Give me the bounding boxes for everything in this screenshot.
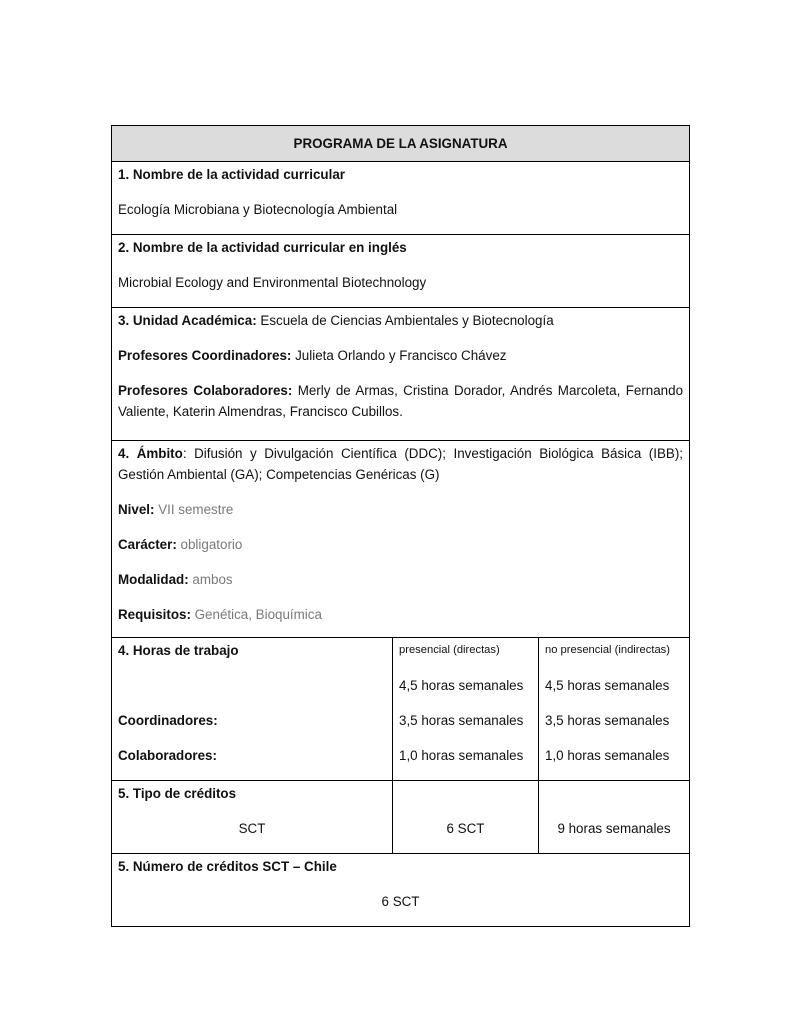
work-hours-row-label: Colaboradores: (118, 748, 217, 763)
work-hours-direct-cell (393, 638, 539, 781)
section-course-name (112, 162, 690, 235)
credit-amount-cell (393, 781, 539, 854)
credit-number-value: 6 SCT (381, 894, 420, 909)
indirect-hours-value: 3,5 horas semanales (545, 713, 670, 728)
requirements-line (118, 604, 683, 625)
work-hours-label-cell (112, 638, 393, 781)
work-hours-indirect-cell (539, 638, 690, 781)
course-program-document (111, 125, 689, 927)
credit-hours-value: 9 horas semanales (557, 821, 671, 836)
direct-hours-value: 4,5 horas semanales (399, 678, 524, 693)
character-label: Carácter: (118, 537, 177, 552)
table-title: PROGRAMA DE LA ASIGNATURA (293, 136, 508, 151)
scope-line (118, 443, 683, 485)
indirect-hours-value: 4,5 horas semanales (545, 678, 670, 693)
course-name-english-value: Microbial Ecology and Environmental Biotechnology (118, 275, 427, 290)
direct-hours-value: 1,0 horas semanales (399, 748, 524, 763)
section-scope (112, 441, 690, 638)
credit-type-cell (112, 781, 393, 854)
course-name-english-label: 2. Nombre de la actividad curricular en inglés (118, 240, 407, 255)
coordinators-line (118, 345, 683, 366)
level-label: Nivel: (118, 502, 155, 517)
course-name-value: Ecología Microbiana y Biotecnología Ambiental (118, 202, 398, 217)
collaborators-line (118, 380, 683, 422)
credit-type-label: 5. Tipo de créditos (118, 786, 237, 801)
table-header (112, 126, 690, 162)
coordinators-label: Profesores Coordinadores: (118, 348, 292, 363)
program-table (111, 125, 690, 927)
academic-unit-value: Escuela de Ciencias Ambientales y Biotecnología (256, 313, 554, 328)
character-line (118, 534, 683, 555)
academic-unit-label: 3. Unidad Académica: (118, 313, 257, 328)
section-academic-unit (112, 308, 690, 441)
requirements-value: Genética, Bioquímica (190, 607, 322, 622)
level-line (118, 499, 683, 520)
indirect-hours-header: no presencial (indirectas) (545, 644, 670, 656)
direct-hours-value: 3,5 horas semanales (399, 713, 524, 728)
scope-label: 4. Ámbito (118, 446, 183, 461)
work-hours-label: 4. Horas de trabajo (118, 643, 239, 658)
direct-hours-header: presencial (directas) (399, 644, 500, 656)
course-name-label: 1. Nombre de la actividad curricular (118, 167, 345, 182)
coordinators-value: Julieta Orlando y Francisco Chávez (291, 348, 507, 363)
work-hours-row-label (118, 675, 386, 696)
modality-line (118, 569, 683, 590)
level-value: VII semestre (154, 502, 234, 517)
section-course-name-english (112, 235, 690, 308)
section-credit-number (112, 854, 690, 927)
credit-number-label: 5. Número de créditos SCT – Chile (118, 859, 337, 874)
academic-unit-line (118, 310, 683, 331)
credit-amount-value: 6 SCT (446, 821, 485, 836)
credit-hours-cell (539, 781, 690, 854)
credit-type-value: SCT (238, 821, 266, 836)
scope-value: : Difusión y Divulgación Científica (DDC); Investigación Biológica Básica (IBB); Gestión Ambiental (GA); Competencias Genéricas (G) (118, 446, 684, 482)
character-value: obligatorio (176, 537, 243, 552)
work-hours-row-label: Coordinadores: (118, 713, 218, 728)
modality-label: Modalidad: (118, 572, 189, 587)
indirect-hours-value: 1,0 horas semanales (545, 748, 670, 763)
collaborators-value: Merly de Armas, Cristina Dorador, Andrés Marcoleta, Fernando Valiente, Katerin Almendras, Francisco Cubillos. (118, 383, 684, 419)
collaborators-label: Profesores Colaboradores: (118, 383, 293, 398)
modality-value: ambos (188, 572, 233, 587)
requirements-label: Requisitos: (118, 607, 191, 622)
